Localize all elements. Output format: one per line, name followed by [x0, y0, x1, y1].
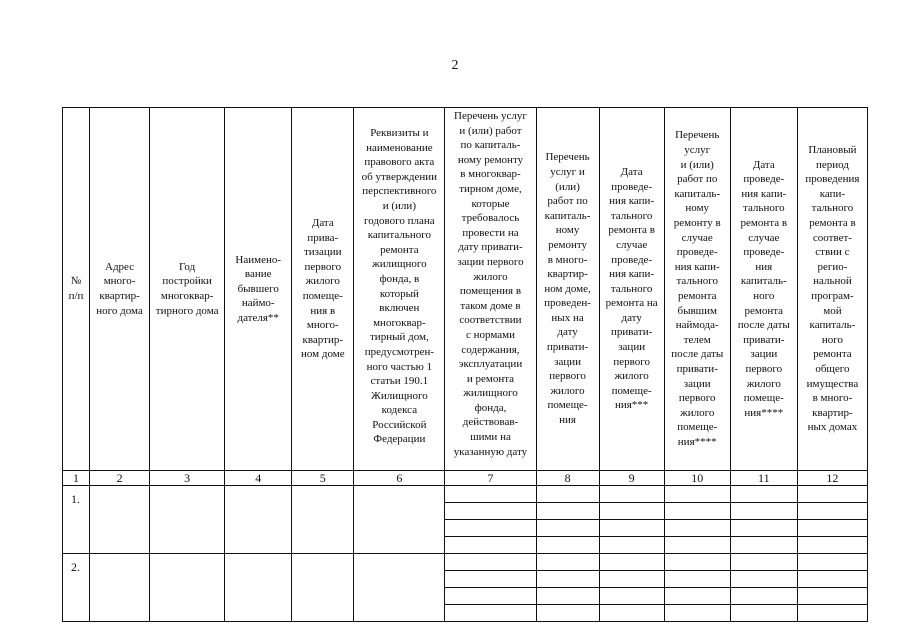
- column-number: 5: [292, 471, 354, 486]
- table-cell: [730, 520, 797, 537]
- table-cell: [664, 571, 730, 588]
- row-number: 2.: [63, 554, 90, 622]
- table-cell: [445, 486, 536, 503]
- table-cell: [599, 571, 664, 588]
- table-cell: [445, 605, 536, 622]
- table-cell: [730, 486, 797, 503]
- table-cell: [599, 554, 664, 571]
- table-cell: [150, 486, 225, 554]
- header-cell: № п/п: [63, 108, 90, 471]
- page-number: 2: [451, 58, 459, 73]
- table-cell: [599, 503, 664, 520]
- table-row: [63, 486, 868, 503]
- header-cell: Адрес много- квартир- ного дома: [90, 108, 150, 471]
- table-cell: [664, 588, 730, 605]
- table-cell: [599, 537, 664, 554]
- table-cell: [730, 605, 797, 622]
- column-number: 2: [90, 471, 150, 486]
- table-cell: [536, 503, 599, 520]
- header-cell: Год постройки многоквар- тирного дома: [150, 108, 225, 471]
- table-cell: [536, 571, 599, 588]
- table-cell: [599, 588, 664, 605]
- column-number: 6: [354, 471, 445, 486]
- table-cell: [664, 554, 730, 571]
- table-cell: [536, 537, 599, 554]
- table-cell: [354, 554, 445, 622]
- column-number: 8: [536, 471, 599, 486]
- table-cell: [445, 571, 536, 588]
- table-cell: [664, 605, 730, 622]
- header-cell: Дата прива- тизации первого жилого помеще- ния в много- квартир- ном доме: [292, 108, 354, 471]
- header-cell: Перечень услуг и (или) работ по капиталь- ному ремонту в случае проведе- ния капи- тального ремонта бывшим наймода- телем после даты привати- зации первого жилого помеще- ния****: [664, 108, 730, 471]
- table-cell: [599, 605, 664, 622]
- header-cell: Плановый период проведения капи- тального ремонта в соответ- ствии с регио- нальной програм- мой капиталь- ного ремонта общего имущества в много- квартир- ных домах: [797, 108, 867, 471]
- header-cell: Дата проведе- ния капи- тального ремонта в случае проведе- ния капи- тального ремонта на дату привати- зации первого жилого помеще- ния***: [599, 108, 664, 471]
- table-cell: [292, 486, 354, 554]
- table-row: [63, 554, 868, 571]
- table-cell: [536, 605, 599, 622]
- column-number: 12: [797, 471, 867, 486]
- header-cell: Перечень услуг и (или) работ по капиталь- ному ремонту в многоквар- тирном доме, которые требовалось провести на дату привати- зации первого жилого помещения в таком доме в соответствии с нормами содержания, эксплуатации и ремонта жилищного фонда, действовав- шими на указанную дату: [445, 108, 536, 471]
- table-cell: [730, 588, 797, 605]
- table-cell: [445, 520, 536, 537]
- table-cell: [730, 503, 797, 520]
- table-cell: [354, 486, 445, 554]
- table-cell: [90, 486, 150, 554]
- table-cell: [225, 554, 292, 622]
- row-number: 1.: [63, 486, 90, 554]
- column-number: 3: [150, 471, 225, 486]
- table-cell: [536, 554, 599, 571]
- table-cell: [664, 503, 730, 520]
- table-cell: [445, 537, 536, 554]
- column-number: 10: [664, 471, 730, 486]
- table-cell: [536, 520, 599, 537]
- table-cell: [445, 588, 536, 605]
- header-cell: Дата проведе- ния капи- тального ремонта в случае проведе- ния капиталь- ного ремонта после даты привати- зации первого жилого помеще- ния****: [730, 108, 797, 471]
- column-number: 9: [599, 471, 664, 486]
- table-cell: [730, 554, 797, 571]
- header-cell: Реквизиты и наименование правового акта об утверждении перспективного и (или) годового плана капитального ремонта жилищного фонда, в который включен многоквар- тирный дом, предусмотрен- ного частью 1 статьи 190.1 Жилищного кодекса Российской Федерации: [354, 108, 445, 471]
- table-cell: [730, 571, 797, 588]
- privatization-repair-table: [62, 107, 868, 622]
- table-cell: [445, 503, 536, 520]
- column-number: 11: [730, 471, 797, 486]
- table-cell: [797, 537, 867, 554]
- column-number: 4: [225, 471, 292, 486]
- table-cell: [292, 554, 354, 622]
- table-cell: [536, 588, 599, 605]
- table-cell: [225, 486, 292, 554]
- table-cell: [664, 486, 730, 503]
- table-cell: [536, 486, 599, 503]
- table-cell: [664, 520, 730, 537]
- header-cell: Наимено- вание бывшего наймо- дателя**: [225, 108, 292, 471]
- table-cell: [445, 554, 536, 571]
- column-number: 1: [63, 471, 90, 486]
- header-cell: Перечень услуг и (или) работ по капиталь- ному ремонту в много- квартир- ном доме, проведен- ных на дату привати- зации первого жилого помеще- ния: [536, 108, 599, 471]
- column-number: 7: [445, 471, 536, 486]
- table-cell: [797, 571, 867, 588]
- table-cell: [797, 503, 867, 520]
- table-cell: [150, 554, 225, 622]
- table-cell: [664, 537, 730, 554]
- table-cell: [730, 537, 797, 554]
- table-cell: [797, 554, 867, 571]
- header-row: [63, 108, 868, 471]
- table-cell: [599, 486, 664, 503]
- table-cell: [90, 554, 150, 622]
- column-number-row: [63, 471, 868, 486]
- table-cell: [797, 588, 867, 605]
- table-cell: [599, 520, 664, 537]
- table-cell: [797, 605, 867, 622]
- table-cell: [797, 486, 867, 503]
- table-cell: [797, 520, 867, 537]
